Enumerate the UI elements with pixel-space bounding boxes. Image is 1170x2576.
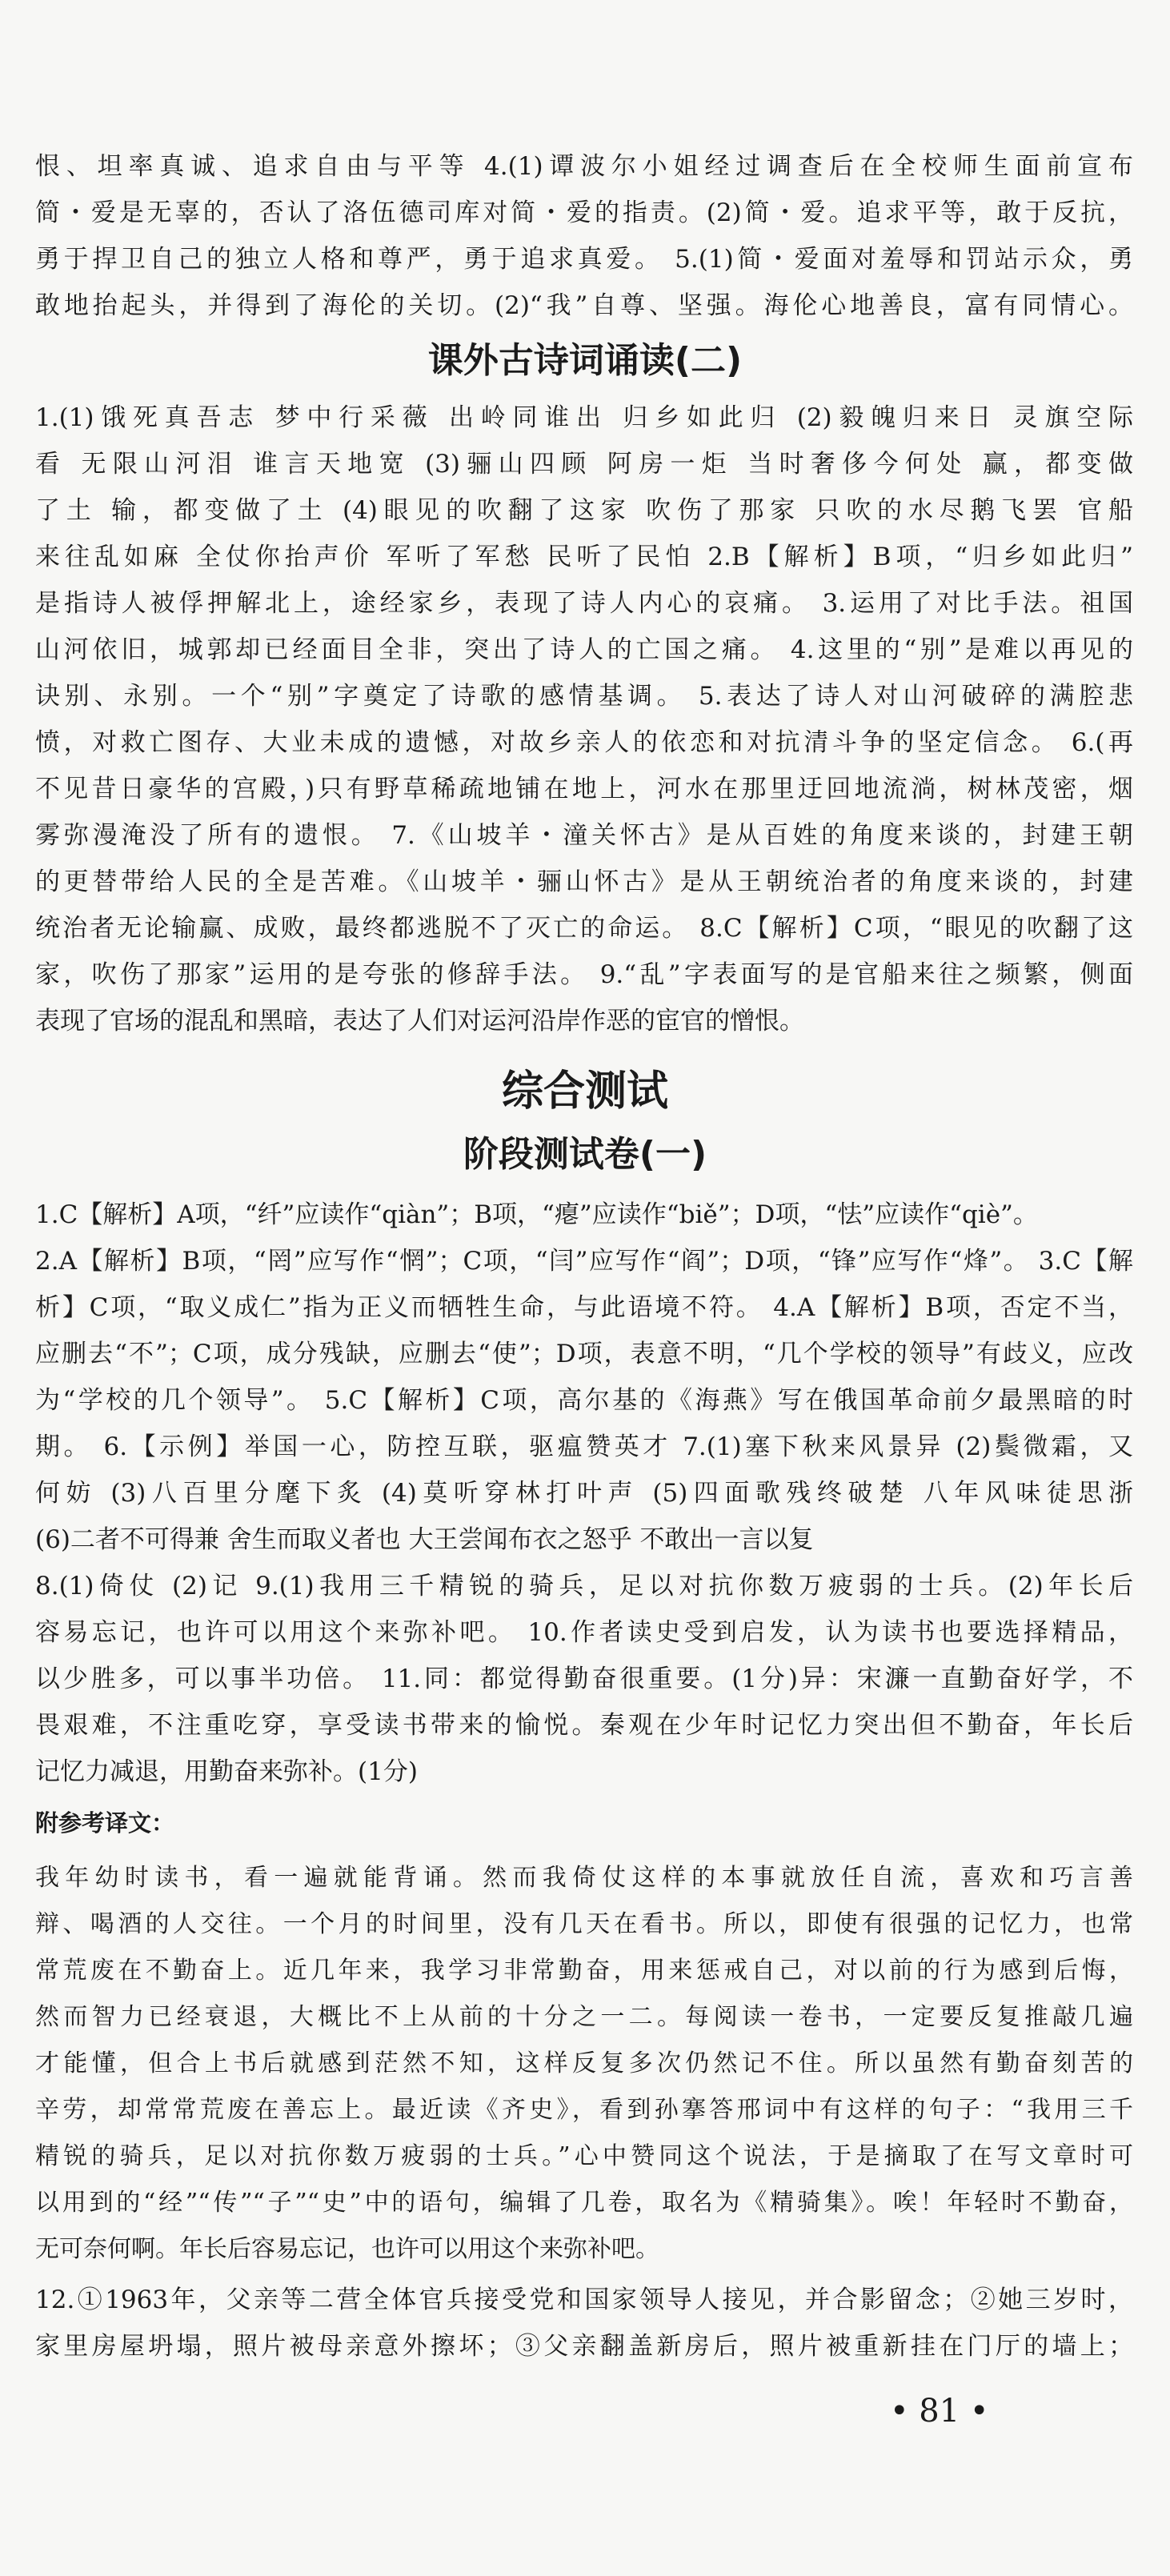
text-line: 的更替带给人民的全是苦难。《山坡羊・骊山怀古》是从王朝统治者的角度来谈的，封建 (35, 867, 1133, 896)
text-line: 愤，对救亡图存、大业未成的遗憾，对故乡亲人的依恋和对抗清斗争的坚定信念。 6.(再 (35, 728, 1133, 757)
translation-line: 常荒废在不勤奋上。近几年来，我学习非常勤奋，用来惩戒自己，对以前的行为感到后悔， (35, 1957, 1133, 1985)
text-line: 勇于捍卫自己的独立人格和尊严，勇于追求真爱。 5.(1)简・爱面对羞辱和罚站示众，勇 (35, 245, 1133, 274)
text-line: 期。 6.【示例】举国一心，防控互联，驱瘟赞英才 7.(1)塞下秋来风景异 (2)鬓微霜，又 (35, 1432, 1133, 1461)
text-line: 恨、坦率真诚、追求自由与平等 4.(1)谭波尔小姐经过调查后在全校师生面前宣布 (35, 152, 1133, 181)
text-line: 以少胜多，可以事半功倍。 11.同：都觉得勤奋很重要。(1分)异：宋濂一直勤奋好学，不 (35, 1665, 1133, 1693)
text-line: 记忆力减退，用勤奋来弥补。(1分) (35, 1757, 418, 1786)
translation-line: 无可奈何啊。年长后容易忘记，也许可以用这个来弥补吧。 (35, 2235, 659, 2263)
text-line: 统治者无论输赢、成败，最终都逃脱不了灭亡的命运。 8.C【解析】C项，“眼见的吹翻了这 (35, 914, 1133, 943)
text-line: 是指诗人被俘押解北上，途经家乡，表现了诗人内心的哀痛。 3.运用了对比手法。祖国 (35, 589, 1133, 618)
text-line: 何妨 (3)八百里分麾下炙 (4)莫听穿林打叶声 (5)四面歌残终破楚 八年风味徒思浙 (35, 1479, 1133, 1508)
section-heading-stage-test: 阶段测试卷(一) (463, 1134, 707, 1175)
translation-line: 然而智力已经衰退，大概比不上从前的十分之一二。每阅读一卷书，一定要反复推敲几遍 (35, 2003, 1133, 2031)
text-line: 家，吹伤了那家”运用的是夸张的修辞手法。 9.“乱”字表面写的是官船来往之频繁，侧面 (35, 960, 1133, 989)
text-line: 表现了官场的混乱和黑暗，表达了人们对运河沿岸作恶的宦官的憎恨。 (35, 1007, 804, 1036)
section-heading-comprehensive: 综合测试 (501, 1068, 668, 1116)
page-number: • 81 • (890, 2393, 989, 2430)
translation-label: 附参考译文： (35, 1809, 175, 1837)
text-line: 诀别、永别。一个“别”字奠定了诗歌的感情基调。 5.表达了诗人对山河破碎的满腔悲 (35, 682, 1133, 711)
section-heading-poetry: 课外古诗词诵读(二) (427, 340, 743, 381)
translation-line: 辩、喝酒的人交往。一个月的时间里，没有几天在看书。所以，即使有很强的记忆力，也常 (35, 1910, 1133, 1938)
text-line: 析】C项，“取义成仁”指为正义而牺牲生命，与此语境不符。 4.A【解析】B项，否定不当， (35, 1293, 1133, 1322)
text-line: 1.(1)饿死真吾志 梦中行采薇 出岭同谁出 归乡如此归 (2)毅魄归来日 灵旗空际 (35, 403, 1133, 432)
translation-line: 才能懂，但合上书后就感到茫然不知，这样反复多次仍然记不住。所以虽然有勤奋刻苦的 (35, 2049, 1133, 2077)
text-line: 简・爱是无辜的，否认了洛伍德司库对简・爱的指责。(2)简・爱。追求平等，敢于反抗， (35, 198, 1133, 227)
text-line: 来往乱如麻 全仗你抬声价 军听了军愁 民听了民怕 2.B【解析】B项，“归乡如此归” (35, 543, 1133, 571)
text-line: 为“学校的几个领导”。 5.C【解析】C项，高尔基的《海燕》写在俄国革命前夕最黑暗的时 (35, 1386, 1133, 1415)
text-line: 畏艰难，不注重吃穿，享受读书带来的愉悦。秦观在少年时记忆力突出但不勤奋，年长后 (35, 1711, 1133, 1740)
text-line: (6)二者不可得兼 舍生而取义者也 大王尝闻布衣之怒乎 不敢出一言以复 (35, 1525, 814, 1554)
text-line: 12.①1963年，父亲等二营全体官兵接受党和国家领导人接见，并合影留念；②她三岁时， (35, 2286, 1133, 2314)
text-line: 家里房屋坍塌，照片被母亲意外擦坏；③父亲翻盖新房后，照片被重新挂在门厅的墙上； (35, 2332, 1133, 2361)
text-line: 8.(1)倚仗 (2)记 9.(1)我用三千精锐的骑兵，足以对抗你数万疲弱的士兵。(2)年长后 (35, 1572, 1133, 1600)
text-line: 雾弥漫淹没了所有的遗恨。 7.《山坡羊・潼关怀古》是从百姓的角度来谈的，封建王朝 (35, 821, 1133, 850)
text-line: 1.C【解析】A项，“纤”应读作“qiàn”；B项，“瘪”应读作“biě”；D项，“怯”应读作“qiè”。 (35, 1200, 1038, 1229)
text-line: 敢地抬起头，并得到了海伦的关切。(2)“我”自尊、坚强。海伦心地善良，富有同情心。 (35, 291, 1133, 320)
text-line: 了土 输，都变做了土 (4)眼见的吹翻了这家 吹伤了那家 只吹的水尽鹅飞罢 官船 (35, 496, 1133, 525)
translation-line: 以用到的“经”“传”“子”“史”中的语句，编辑了几卷，取名为《精骑集》。唉！年轻时不勤奋， (35, 2189, 1133, 2217)
text-line: 2.A【解析】B项，“罔”应写作“惘”；C项，“闫”应写作“阎”；D项，“锋”应写作“烽”。 3.C【解 (35, 1247, 1133, 1276)
text-line: 不见昔日豪华的宫殿，)只有野草稀疏地铺在地上，河水在那里迂回地流淌，树林茂密，烟 (35, 775, 1133, 803)
text-line: 应删去“不”；C项，成分残缺，应删去“使”；D项，表意不明，“几个学校的领导”有歧义，应改 (35, 1340, 1133, 1368)
text-line: 容易忘记，也许可以用这个来弥补吧。 10.作者读史受到启发，认为读书也要选择精品， (35, 1618, 1133, 1647)
translation-line: 辛劳，却常常荒废在善忘上。最近读《齐史》，看到孙搴答邢词中有这样的句子：“我用三千 (35, 2096, 1133, 2124)
text-line: 看 无限山河泪 谁言天地宽 (3)骊山四顾 阿房一炬 当时奢侈今何处 赢，都变做 (35, 450, 1133, 479)
translation-line: 我年幼时读书，看一遍就能背诵。然而我倚仗这样的本事就放任自流，喜欢和巧言善 (35, 1864, 1133, 1892)
text-line: 山河依旧，城郭却已经面目全非，突出了诗人的亡国之痛。 4.这里的“别”是难以再见的 (35, 635, 1133, 664)
translation-line: 精锐的骑兵，足以对抗你数万疲弱的士兵。”心中赞同这个说法，于是摘取了在写文章时可 (35, 2142, 1133, 2170)
